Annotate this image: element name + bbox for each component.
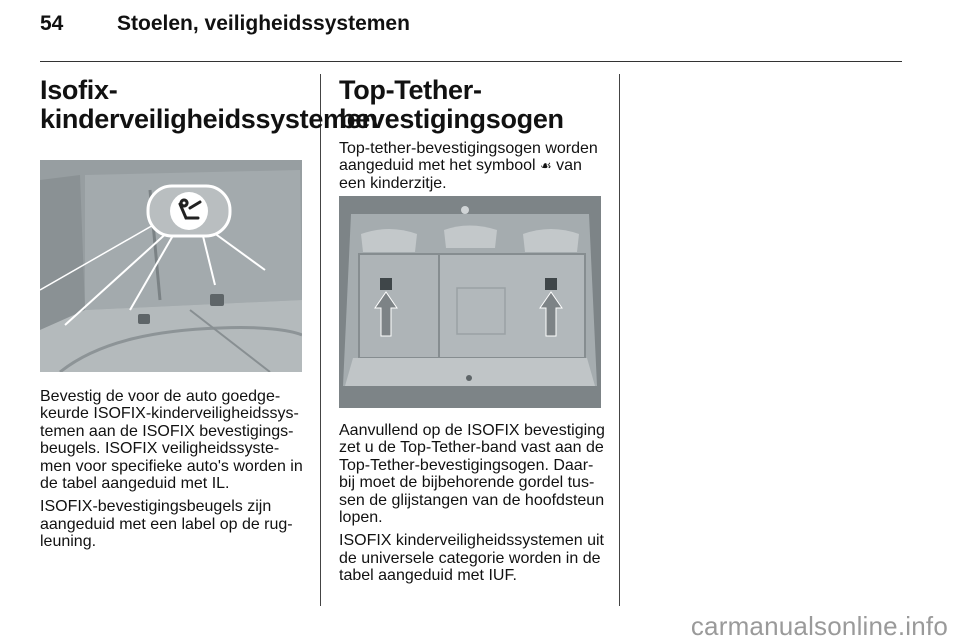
- watermark: carmanualsonline.info: [690, 611, 948, 641]
- isofix-heading-line1: Isofix-: [40, 75, 118, 105]
- isofix-text: [40, 388, 308, 551]
- isofix-section: [40, 75, 378, 134]
- top-tether-intro: [339, 140, 607, 192]
- top-tether-figure: [339, 196, 601, 408]
- top-tether-heading-line2: bevestigingsogen: [339, 104, 564, 134]
- isofix-heading: [40, 75, 378, 134]
- top-tether-heading-line1: Top-Tether-: [339, 75, 482, 105]
- header-rule: [40, 61, 902, 62]
- isofix-seat-figure: [40, 160, 302, 372]
- top-tether-paragraph-1: Aanvullend op de ISOFIX bevestiging zet u de Top-Tether-band vast aan de Top-Tether-bevestigingsogen. Daar-bij moet de bijbehorende gordel tus-sen de glijstangen van de hoofdsteun lopen.: [339, 422, 605, 527]
- column-divider-right: [619, 74, 620, 606]
- column-divider-left: [320, 74, 321, 606]
- child-seat-icon: ☙: [540, 158, 552, 174]
- isofix-paragraph-2: ISOFIX-bevestigingsbeugels zijn aangeduid met een label op de rug-leuning.: [40, 498, 293, 551]
- isofix-paragraph-1: Bevestig de voor de auto goedge-keurde ISOFIX-kinderveiligheidssys-temen aan de ISOFIX bevestigings-beugels. ISOFIX veiligheidssyste-men voor specifieke auto's worden in de tabel aangeduid met IL.: [40, 388, 303, 493]
- top-tether-intro-text-end: van een kinderzitje.: [339, 157, 582, 192]
- page-number: 54: [40, 12, 64, 35]
- top-tether-heading: [339, 76, 607, 134]
- top-tether-text: [339, 422, 607, 585]
- isofix-heading-line2: kinderveiligheidssystemen: [40, 104, 378, 134]
- chapter-title: Stoelen, veiligheidssystemen: [117, 12, 410, 35]
- top-tether-intro-text: Top-tether-bevestigingsogen worden aangeduid met het symbool: [339, 140, 598, 175]
- top-tether-section: [339, 76, 607, 192]
- top-tether-paragraph-2: ISOFIX kinderveiligheidssystemen uit de universele categorie worden in de tabel aangeduid met IUF.: [339, 532, 604, 585]
